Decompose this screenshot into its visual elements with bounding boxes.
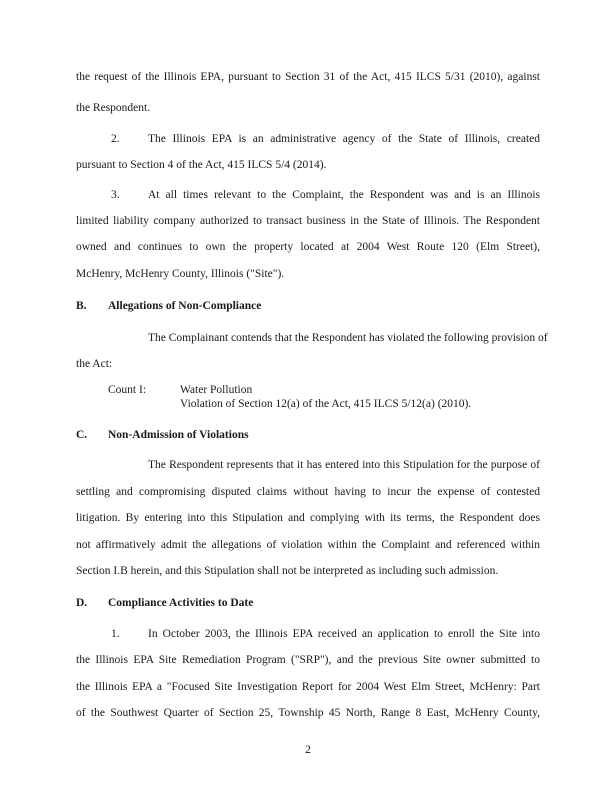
paragraph-number: 1. xyxy=(111,628,120,640)
paragraph-line: The Complainant contends that the Respondent has violated the following provision of xyxy=(148,332,548,344)
section-heading: Non-Admission of Violations xyxy=(108,429,249,441)
paragraph-line: Section I.B herein, and this Stipulation shall not be interpreted as including such admission. xyxy=(76,565,499,577)
paragraph-line: The Illinois EPA is an administrative agency of the State of Illinois, created xyxy=(148,133,540,145)
paragraph-line: litigation. By entering into this Stipulation and complying with its terms, the Respondent does xyxy=(76,512,540,524)
section-letter: C. xyxy=(76,429,88,441)
page-number: 2 xyxy=(305,744,311,756)
paragraph-line: not affirmatively admit the allegations of violation within the Complaint and referenced within xyxy=(76,539,540,551)
section-letter: B. xyxy=(76,300,87,312)
paragraph-line: McHenry, McHenry County, Illinois ("Site"). xyxy=(76,268,285,280)
paragraph-line: of the Southwest Quarter of Section 25, Township 45 North, Range 8 East, McHenry County, xyxy=(76,707,540,719)
paragraph-line: the Illinois EPA a "Focused Site Investigation Report for 2004 West Elm Street, McHenry: Part xyxy=(76,681,540,693)
paragraph-line: the Respondent. xyxy=(76,102,151,114)
paragraph-number: 2. xyxy=(111,133,120,145)
section-heading: Compliance Activities to Date xyxy=(108,597,254,609)
count-label: Count I: xyxy=(108,384,147,396)
paragraph-line: In October 2003, the Illinois EPA received an application to enroll the Site into xyxy=(148,628,540,640)
count-line: Violation of Section 12(a) of the Act, 415 ILCS 5/12(a) (2010). xyxy=(180,398,472,410)
count-line: Water Pollution xyxy=(180,384,253,396)
paragraph-line: the Act: xyxy=(76,358,113,370)
paragraph-line: settling and compromising disputed claims without having to incur the expense of contested xyxy=(76,486,540,498)
paragraph-line: the request of the Illinois EPA, pursuant to Section 31 of the Act, 415 ILCS 5/31 (2010), against xyxy=(76,71,540,83)
paragraph-line: pursuant to Section 4 of the Act, 415 ILCS 5/4 (2014). xyxy=(76,159,327,171)
paragraph-line: At all times relevant to the Complaint, the Respondent was and is an Illinois xyxy=(148,189,540,201)
paragraph-number: 3. xyxy=(111,189,120,201)
section-heading: Allegations of Non-Compliance xyxy=(108,300,262,312)
paragraph-line: the Illinois EPA Site Remediation Program ("SRP"), and the previous Site owner submitted to xyxy=(76,654,540,666)
paragraph-line: The Respondent represents that it has entered into this Stipulation for the purpose of xyxy=(148,459,540,471)
paragraph-line: owned and continues to own the property located at 2004 West Route 120 (Elm Street), xyxy=(76,241,540,253)
paragraph-line: limited liability company authorized to transact business in the State of Illinois. The Respondent xyxy=(76,215,540,227)
section-letter: D. xyxy=(76,597,88,609)
